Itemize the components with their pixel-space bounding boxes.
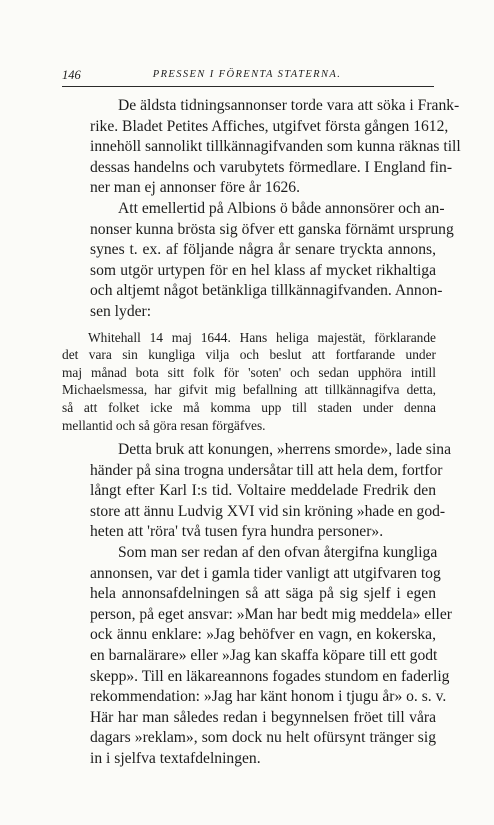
text-line: Som man ser redan af den ofvan återgifna kungliga: [118, 544, 438, 562]
body-text: [62, 96, 461, 770]
text-line: sen lyder:: [90, 302, 152, 320]
text-line: rekommendation: »Jag har känt honom i tjugu år» o. s. v.: [90, 688, 447, 706]
running-header: [62, 66, 432, 84]
quote-line: så att folket icke må komma upp till staden under denna: [62, 399, 436, 415]
text-line: in i sjelfva textafdelningen.: [90, 750, 261, 767]
text-line: innehöll sannolikt tillkännagifvanden som kunna räknas till: [90, 138, 461, 156]
text-line: heten att 'röra' två tusen fyra hundra personer».: [90, 523, 384, 541]
paragraph-2: [62, 199, 454, 323]
running-title: PRESSEN I FÖRENTA STATERNA.: [152, 69, 342, 80]
text-line: skepp». Till en läkareannons fogades stundom en faderlig: [90, 667, 450, 685]
text-line: dessas handelns och varubytets förmedlare. I England fin-: [90, 158, 453, 176]
text-line: rike. Bladet Petites Affiches, utgifvet första gången 1612,: [90, 117, 449, 135]
block-quote: [62, 329, 436, 435]
text-line: Att emellertid på Albions ö både annonsörer och an-: [118, 199, 445, 217]
text-line: Detta bruk att konungen, »herrens smorde», lade sina: [118, 441, 452, 459]
text-line: store att ännu Ludvig XVI vid sin kröning »hade en god-: [90, 502, 446, 520]
text-line: annonsen, var det i gamla tider vanligt att utgifvaren tog: [90, 564, 441, 582]
text-line: De äldsta tidningsannonser torde vara att söka i Frank-: [118, 97, 460, 114]
quote-line: Michaelsmessa, har gifvit mig befallning att tillkännagifva detta,: [62, 382, 436, 398]
text-line: en barnalärare» eller »Jag kan skaffa köpare till ett godt: [90, 647, 438, 665]
quote-line: mellantid och så göra resan förgäfves.: [62, 417, 266, 433]
text-line: nonser kunna brösta sig öfver ett ganska förnämt ursprung: [90, 220, 454, 238]
text-line: och altjemt något betänkliga tillkännagifvanden. Annon-: [90, 282, 443, 300]
text-line: hela annonsafdelningen så att säga på sig sjelf i egen: [90, 585, 436, 603]
text-line: långt efter Karl I:s tid. Voltaire meddelade Fredrik den: [90, 482, 436, 500]
paragraph-4: [62, 543, 452, 770]
paragraph-3: [62, 440, 452, 543]
text-line: händer på sina trogna undersåtar till att hela dem, fortfor: [90, 461, 443, 479]
quote-line: det vara sin kungliga vilja och beslut att fortfarande under: [62, 347, 436, 363]
text-line: ock ännu enklare: »Jag behöfver en vagn, en kokerska,: [90, 626, 436, 644]
text-line: som utgör urtypen för en hel klass af mycket rikhaltiga: [90, 261, 436, 279]
header-rule: [62, 86, 434, 87]
text-line: person, på eget ansvar: »Man har bedt mig meddela» eller: [90, 605, 452, 623]
paragraph-1: [62, 96, 461, 199]
quote-line: maj månad bota sitt folk för 'soten' och sedan upphöra intill: [62, 364, 436, 380]
page-number: 146: [62, 68, 81, 82]
text-line: dagars »reklam», som dock nu helt ofürsynt tränger sig: [90, 729, 436, 747]
quote-line: Whitehall 14 maj 1644. Hans heliga majestät, förklarande: [88, 329, 436, 345]
text-line: ner man ej annonser före år 1626.: [90, 179, 300, 197]
text-line: synes t. ex. af följande några år senare tryckta annons,: [90, 241, 436, 259]
text-line: Här har man således redan i begynnelsen fröet till våra: [90, 708, 436, 726]
